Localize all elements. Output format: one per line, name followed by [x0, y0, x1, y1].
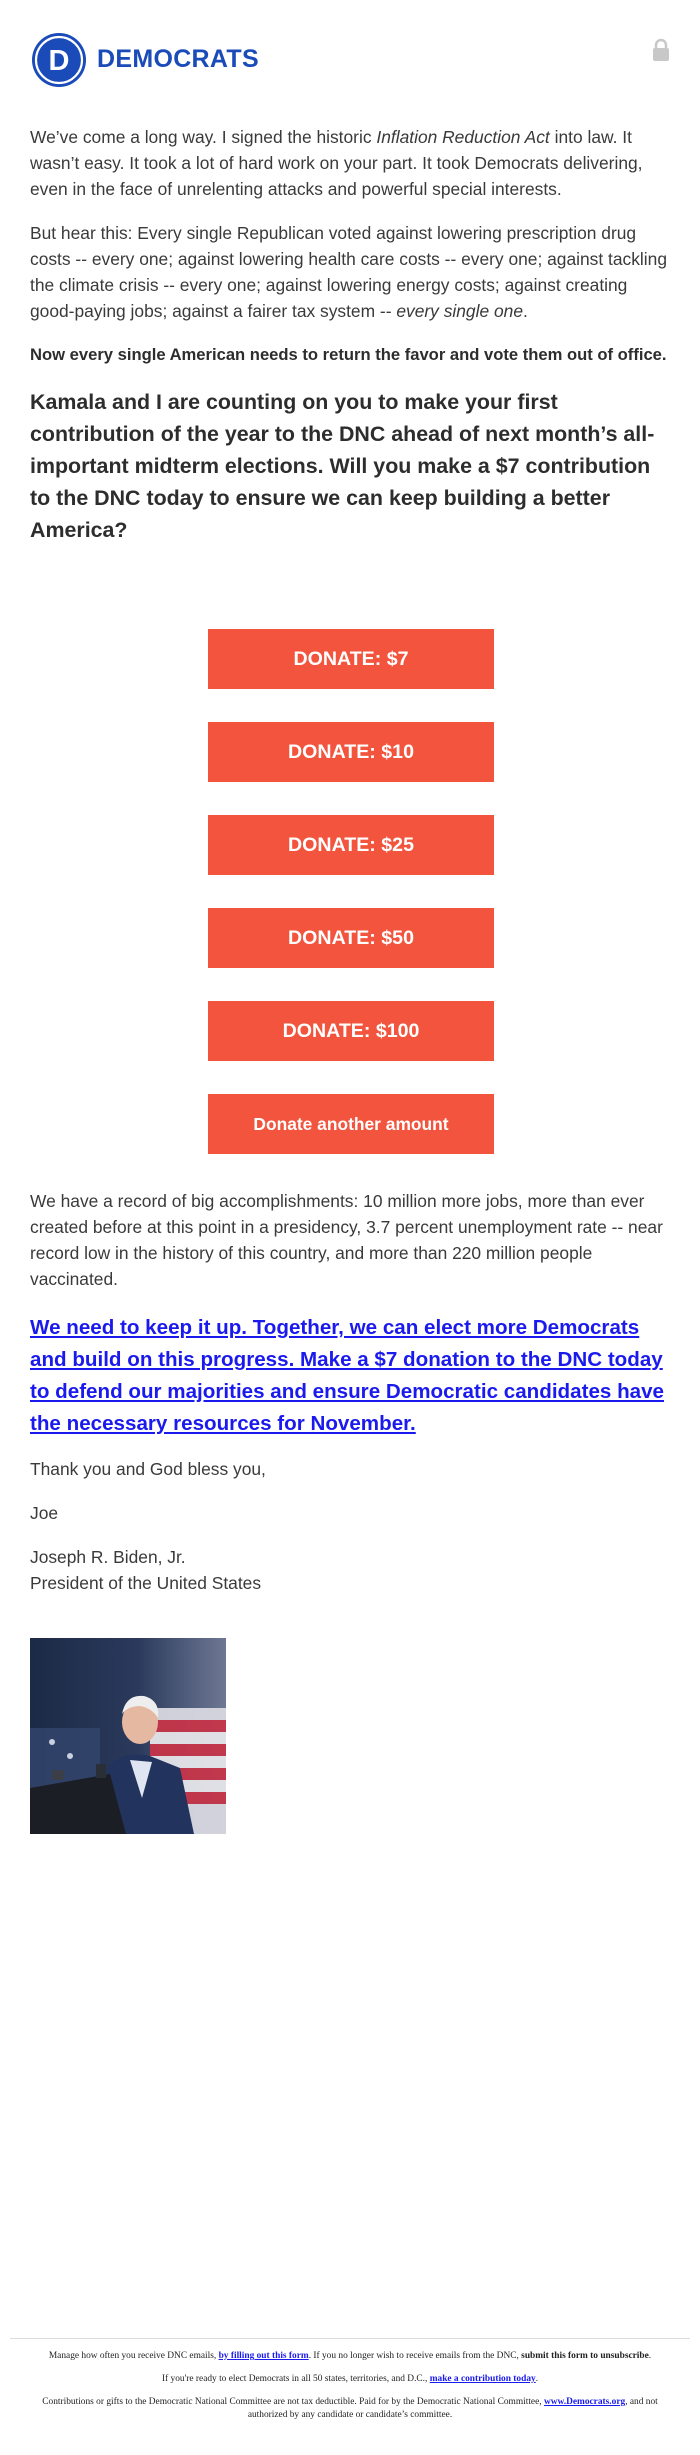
signature-full-name: Joseph R. Biden, Jr. — [30, 1547, 186, 1567]
donate-other-amount-button[interactable]: Donate another amount — [208, 1094, 494, 1154]
brand-name[interactable]: DEMOCRATS — [97, 45, 259, 73]
democrats-org-link[interactable]: www.Democrats.org — [543, 2397, 626, 2407]
footer-disclaimer: Contributions or gifts to the Democratic National Committee are not tax deductible. Paid for by the Democratic National Committee, www.Democrats.org, and not authorized by any candidate or candidate’s committee. — [42, 2397, 658, 2420]
donate-7-button[interactable]: DONATE: $7 — [208, 629, 494, 689]
contribution-link[interactable]: make a contribution today — [429, 2374, 536, 2384]
donate-50-button[interactable]: DONATE: $50 — [208, 908, 494, 968]
footer-contribute-line: If you're ready to elect Democrats in all 50 states, territories, and D.C., make a contribution today. — [161, 2374, 539, 2384]
lock-icon — [651, 38, 671, 62]
email-footer — [40, 2350, 660, 2432]
republicans-paragraph: But hear this: Every single Republican voted against lowering prescription drug costs -- every one; against lowering health care costs -- every one; against tackling the climate crisis -- every one; against lowering energy costs; against creating good-paying jobs; against a fairer tax system -- every single one. — [30, 223, 668, 321]
manage-emails-link[interactable]: by filling out this form — [218, 2351, 309, 2361]
accomplishments-paragraph: We have a record of big accomplishments: 10 million more jobs, more than ever created before at this point in a presidency, 3.7 percent unemployment rate -- near record low in the history of this country, and more than 220 million people vaccinated. — [30, 1191, 663, 1289]
donate-link-paragraph — [30, 1312, 670, 1440]
footer-divider — [10, 2338, 690, 2339]
email-body — [30, 124, 670, 546]
email-body-lower — [30, 1188, 670, 1596]
signature-title: President of the United States — [30, 1573, 262, 1593]
donate-10-button[interactable]: DONATE: $10 — [208, 722, 494, 782]
intro-paragraph: We’ve come a long way. I signed the historic Inflation Reduction Act into law. It wasn’t easy. It took a lot of hard work on your part. It took Democrats delivering, even in the face of unrelenting attacks and powerful special interests. — [30, 127, 643, 199]
donate-7-link[interactable]: We need to keep it up. Together, we can elect more Democrats and build on this progress. Make a $7 donation to the DNC today to defend our majorities and ensure Democratic candidates have the necessary resources for November. — [30, 1316, 665, 1435]
logo-letter: D — [48, 45, 70, 77]
footer-manage-line: Manage how often you receive DNC emails, by filling out this form. If you no longer wish to receive emails from the DNC, submit this form to unsubscribe. — [48, 2351, 652, 2361]
signature-first-name: Joe — [30, 1503, 59, 1523]
vote-out-paragraph: Now every single American needs to return the favor and vote them out of office. — [30, 345, 667, 364]
ask-paragraph: Kamala and I are counting on you to make your first contribution of the year to the DNC ahead of next month’s all-important midterm elections. Will you make a $7 contribution to the DNC today to ensure we can keep building a better America? — [30, 390, 655, 542]
unsubscribe-link[interactable]: submit this form to unsubscribe — [521, 2351, 649, 2361]
president-photo — [30, 1638, 226, 1834]
donate-25-button[interactable]: DONATE: $25 — [208, 815, 494, 875]
email-header — [0, 0, 700, 110]
democrats-logo-icon[interactable] — [31, 32, 87, 88]
donate-100-button[interactable]: DONATE: $100 — [208, 1001, 494, 1061]
thanks-line: Thank you and God bless you, — [30, 1459, 266, 1479]
